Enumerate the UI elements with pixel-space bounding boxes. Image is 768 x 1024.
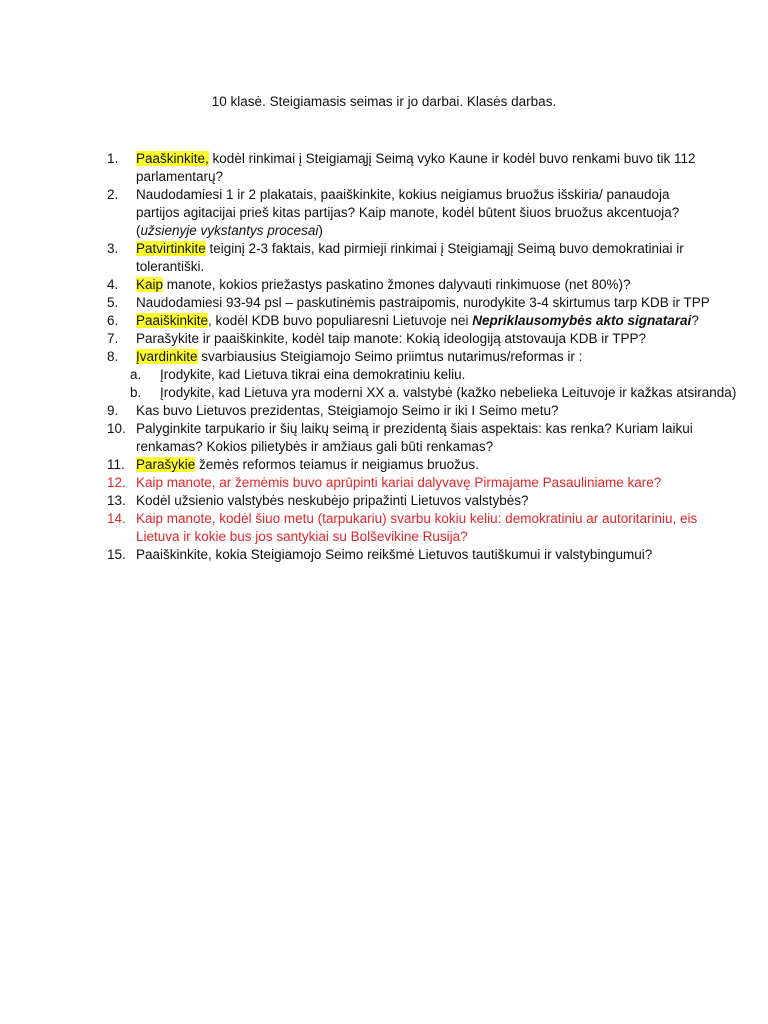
page-title: 10 klasė. Steigiamasis seimas ir jo darbai. Klasės darbas. <box>211 94 557 109</box>
question-12 <box>107 474 667 492</box>
question-number: 4. <box>107 277 119 292</box>
sub-question-a <box>107 366 667 384</box>
bold-italic-term: Nepriklausomybės akto signatarai <box>472 313 692 328</box>
question-6 <box>107 312 699 330</box>
question-list <box>107 150 737 564</box>
question-10 <box>107 420 693 456</box>
question-1 <box>107 150 696 186</box>
question-13 <box>107 492 667 510</box>
question-end: ? <box>691 313 699 328</box>
highlighted-verb: Patvirtinkite <box>136 241 206 256</box>
question-3 <box>107 240 684 276</box>
question-text: kodėl rinkimai į Steigiamąjį Seimą vyko Kaune ir kodėl buvo renkami buvo tik 112 <box>208 151 696 166</box>
question-text: Naudodamiesi 1 ir 2 plakatais, paaiškinkite, kokius neigiamus bruožus išskiria/ panaudoja <box>136 187 670 202</box>
highlighted-verb: Įvardinkite <box>136 349 198 364</box>
question-number: 8. <box>107 349 119 364</box>
sub-question-text-cont: atsiranda) <box>676 385 737 400</box>
question-text-cont: renkamas? Kokios pilietybės ir amžiaus gali būti renkamas? <box>136 439 494 454</box>
question-text-cont: parlamentarų? <box>136 169 224 184</box>
question-7 <box>107 330 667 348</box>
paren-open: ( <box>136 223 141 238</box>
highlighted-verb: Kaip <box>136 277 164 292</box>
highlighted-verb: Parašykie <box>136 457 196 472</box>
italic-note: užsienyje vykstantys procesai <box>140 223 319 238</box>
question-text-cont: Lietuva ir kokie bus jos santykiai su Bolševikine Rusija? <box>136 529 468 544</box>
question-text: Kas buvo Lietuvos prezidentas, Steigiamojo Seimo ir iki I Seimo metu? <box>136 403 559 418</box>
highlighted-verb: Paaiškinkite <box>136 313 209 328</box>
question-number: 9. <box>107 403 119 418</box>
question-number: 3. <box>107 241 119 256</box>
question-number: 10. <box>107 421 126 436</box>
question-text-cont: tolerantiški. <box>136 259 205 274</box>
question-text: Paaiškinkite, kokia Steigiamojo Seimo reikšmė Lietuvos tautiškumui ir valstybingumui? <box>136 547 653 562</box>
sub-question-text: Įrodykite, kad Lietuva tikrai eina demokratiniu keliu. <box>160 367 466 382</box>
question-9 <box>107 402 667 420</box>
question-number: 1. <box>107 151 119 166</box>
question-4 <box>107 276 667 294</box>
question-text: žemės reformos teiamus ir neigiamus bruožus. <box>195 457 479 472</box>
question-number: 11. <box>107 457 125 472</box>
question-text: Palyginkite tarpukario ir šių laikų seimą ir prezidentą šiais aspektais: kas renka? Kuriam laikui <box>136 421 693 436</box>
highlighted-verb: Paaškinkite, <box>136 151 209 166</box>
question-text: Naudodamiesi 93-94 psl – paskutinėmis pastraipomis, nurodykite 3-4 skirtumus tarp KDB ir TPP <box>136 295 710 310</box>
question-text: teiginį 2-3 faktais, kad pirmieji rinkimai į Steigiamąjį Seimą buvo demokratiniai ir <box>205 241 684 256</box>
question-15 <box>107 546 667 564</box>
question-14 <box>107 510 698 546</box>
question-5 <box>107 294 710 312</box>
question-text: Kodėl užsienio valstybės neskubėjo pripažinti Lietuvos valstybės? <box>136 493 529 508</box>
question-8 <box>107 348 667 366</box>
question-text: Kaip manote, ar žemėmis buvo aprūpinti kariai dalyvavę Pirmajame Pasauliniame kare? <box>136 475 662 490</box>
question-2 <box>107 186 680 240</box>
sub-question-letter: b. <box>130 385 142 400</box>
question-11 <box>107 456 667 474</box>
question-text: Kaip manote, kodėl šiuo metu (tarpukariu) svarbu kokiu keliu: demokratiniu ar autoritariniu, eis <box>136 511 698 526</box>
paren-close: ) <box>318 223 323 238</box>
question-number: 2. <box>107 187 119 202</box>
question-number: 14. <box>107 511 126 526</box>
sub-question-letter: a. <box>130 367 142 382</box>
question-text: , kodėl KDB buvo populiaresni Lietuvoje nei <box>208 313 473 328</box>
question-text: Parašykite ir paaiškinkite, kodėl taip manote: Kokią ideologiją atstovauja KDB ir TPP? <box>136 331 647 346</box>
question-number: 12. <box>107 475 126 490</box>
question-text-cont: partijos agitacijai prieš kitas partijas? Kaip manote, kodėl būtent šiuos bruožus akcentuoja? <box>136 205 680 220</box>
question-number: 15. <box>107 547 126 562</box>
sub-question-text: Įrodykite, kad Lietuva yra moderni XX a. valstybė (kažko nebelieka Leituvoje ir kažkas <box>160 385 673 400</box>
question-text: svarbiausius Steigiamojo Seimo priimtus nutarimus/reformas ir : <box>197 349 583 364</box>
question-text: manote, kokios priežastys paskatino žmones dalyvauti rinkimuose (net 80%)? <box>163 277 631 292</box>
question-number: 7. <box>107 331 119 346</box>
question-number: 5. <box>107 295 119 310</box>
sub-question-b <box>107 384 737 402</box>
question-number: 13. <box>107 493 126 508</box>
question-number: 6. <box>107 313 119 328</box>
